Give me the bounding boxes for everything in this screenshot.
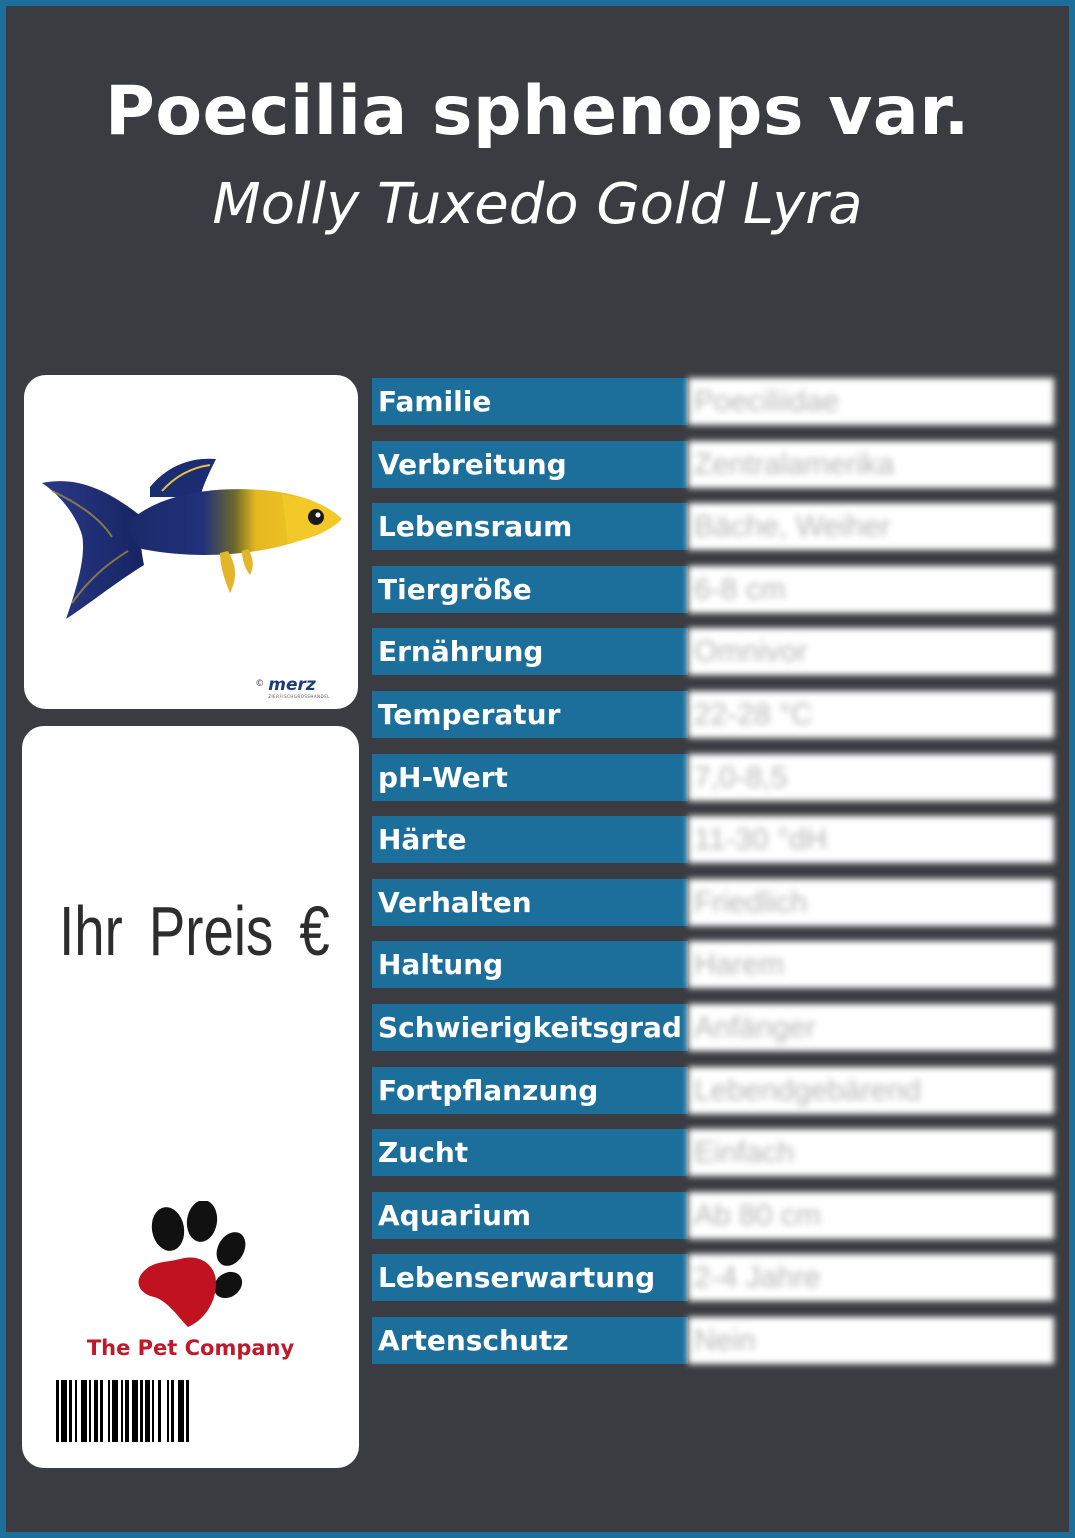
row-label: Lebenserwartung (372, 1254, 688, 1301)
table-row (372, 441, 1054, 488)
row-label: Temperatur (372, 691, 688, 738)
fish-info-card (6, 6, 1069, 1532)
price-label: Ihr Preis € (59, 892, 330, 970)
company-name: The Pet Company (86, 1336, 295, 1360)
row-label: Tiergröße (372, 566, 688, 613)
row-label: Fortpflanzung (372, 1067, 688, 1114)
row-value: 6-8 cm (688, 566, 1054, 613)
photo-credit (255, 677, 330, 699)
price-panel (22, 726, 359, 1468)
barcode-icon (56, 1380, 332, 1442)
row-value: Zentralamerika (688, 441, 1054, 488)
credit-brand: merz (268, 675, 316, 695)
row-label: Familie (372, 378, 688, 425)
row-value: Nein (688, 1317, 1054, 1364)
table-row (372, 1004, 1054, 1051)
row-value: Omnivor (688, 628, 1054, 675)
copyright-symbol: © (255, 679, 265, 689)
row-value: Friedlich (688, 879, 1054, 926)
row-value: Harem (688, 941, 1054, 988)
row-label: Schwierigkeitsgrad (372, 1004, 688, 1051)
table-row (372, 503, 1054, 550)
row-label: Artenschutz (372, 1317, 688, 1364)
table-row (372, 879, 1054, 926)
table-row (372, 1317, 1054, 1364)
paw-icon (130, 1201, 250, 1331)
row-label: Verbreitung (372, 441, 688, 488)
row-value: 2-4 Jahre (688, 1254, 1054, 1301)
table-row (372, 378, 1054, 425)
row-value: Bäche, Weiher (688, 503, 1054, 550)
row-label: Ernährung (372, 628, 688, 675)
table-row (372, 754, 1054, 801)
row-value: Anfänger (688, 1004, 1054, 1051)
row-value: Poeciliidae (688, 378, 1054, 425)
photo-panel (24, 375, 358, 709)
credit-sub: ZIERFISCHGROSSHANDEL (268, 694, 330, 699)
table-row (372, 1067, 1054, 1114)
row-label: Härte (372, 816, 688, 863)
table-row (372, 628, 1054, 675)
row-label: Zucht (372, 1129, 688, 1176)
table-row (372, 816, 1054, 863)
row-label: Verhalten (372, 879, 688, 926)
table-row (372, 1129, 1054, 1176)
row-value: 11-30 °dH (688, 816, 1054, 863)
row-value: Ab 80 cm (688, 1192, 1054, 1239)
table-row (372, 566, 1054, 613)
row-label: Haltung (372, 941, 688, 988)
table-row (372, 1254, 1054, 1301)
row-label: pH-Wert (372, 754, 688, 801)
row-value: Lebendgebärend (688, 1067, 1054, 1114)
table-row (372, 691, 1054, 738)
common-name: Molly Tuxedo Gold Lyra (212, 172, 863, 237)
table-row (372, 941, 1054, 988)
page-title: Poecilia sphenops var. (105, 72, 970, 151)
fish-photo (32, 425, 352, 625)
row-label: Lebensraum (372, 503, 688, 550)
row-label: Aquarium (372, 1192, 688, 1239)
row-value: Einfach (688, 1129, 1054, 1176)
row-value: 7,0-8,5 (688, 754, 1054, 801)
table-row (372, 1192, 1054, 1239)
row-value: 22-28 °C (688, 691, 1054, 738)
